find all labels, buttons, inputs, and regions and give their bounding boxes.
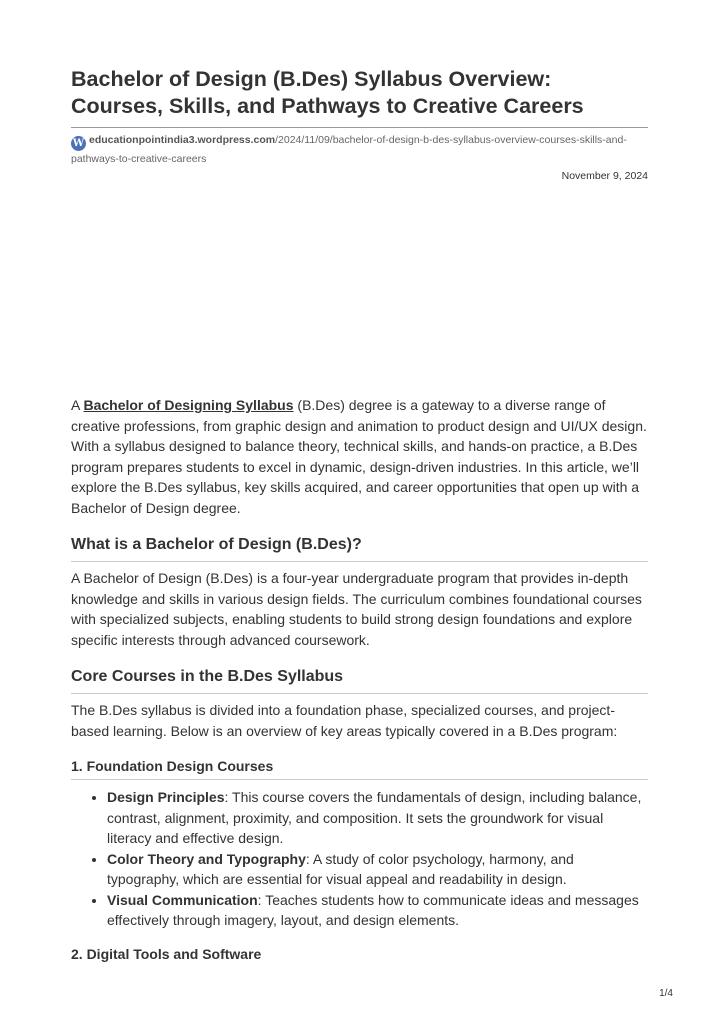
section-paragraph-core-courses: The B.Des syllabus is divided into a foundation phase, specialized courses, and project-based learning. Below is an overview of key areas typically covered in a B.Des program:: [71, 702, 618, 739]
title-divider: [71, 127, 648, 128]
subheading-digital-tools: 2. Digital Tools and Software: [71, 946, 262, 962]
wordpress-icon: W: [72, 138, 85, 149]
section-divider: [71, 693, 648, 694]
publish-date: November 9, 2024: [561, 170, 648, 182]
source-path[interactable]: /2024/11/09/bachelor-of-design-b-des-syllabus-overview-courses-skills-and-pathways-to-creative-careers: [71, 134, 627, 165]
section-divider: [71, 561, 648, 562]
section-heading-core-courses: Core Courses in the B.Des Syllabus: [71, 668, 344, 685]
intro-prefix: A: [71, 397, 84, 413]
section-heading-what-is: What is a Bachelor of Design (B.Des)?: [71, 536, 362, 553]
list-item: [107, 890, 648, 931]
foundation-list: [71, 787, 648, 931]
syllabus-link[interactable]: Bachelor of Designing Syllabus: [83, 397, 294, 413]
source-url[interactable]: [71, 132, 648, 167]
intro-paragraph: [71, 395, 648, 518]
list-item-term: Visual Communication: [107, 891, 258, 908]
list-item-text: : A study of color psychology, harmony, and typography, which are essential for visual appeal and readability in design.: [107, 850, 574, 887]
intro-suffix: (B.Des) degree is a gateway to a diverse range of creative professions, from graphic design and animation to product design and UI/UX design. With a syllabus designed to balance theory, technical skills, and hands-on practice, a B.Des program prepares students to excel in dynamic, design-driven industries. In this article, we’ll explore the B.Des syllabus, key skills acquired, and career opportunities that open up with a Bachelor of Design degree.: [71, 397, 647, 516]
source-domain[interactable]: educationpointindia3.wordpress.com: [89, 134, 276, 146]
subsection-divider: [71, 779, 648, 780]
article-title: Bachelor of Design (B.Des) Syllabus Overview: Courses, Skills, and Pathways to Creative Careers: [71, 67, 584, 118]
list-item-text: : Teaches students how to communicate ideas and messages effectively through imagery, layout, and design elements.: [107, 891, 639, 928]
list-item: [107, 787, 648, 849]
list-item-term: Color Theory and Typography: [107, 850, 306, 867]
list-item-text: : This course covers the fundamentals of design, including balance, contrast, alignment, proximity, and composition. It sets the groundwork for visual literacy and effective design.: [107, 789, 642, 846]
subheading-foundation: 1. Foundation Design Courses: [71, 758, 274, 774]
page-number: 1/4: [659, 988, 673, 999]
section-paragraph-what-is: A Bachelor of Design (B.Des) is a four-year undergraduate program that provides in-depth knowledge and skills in various design fields. The curriculum combines foundational courses with specialized subjects, enabling students to build strong design foundations and explore specific interests through advanced coursework.: [71, 570, 642, 648]
list-item: [107, 849, 648, 890]
list-item-term: Design Principles: [107, 789, 225, 805]
